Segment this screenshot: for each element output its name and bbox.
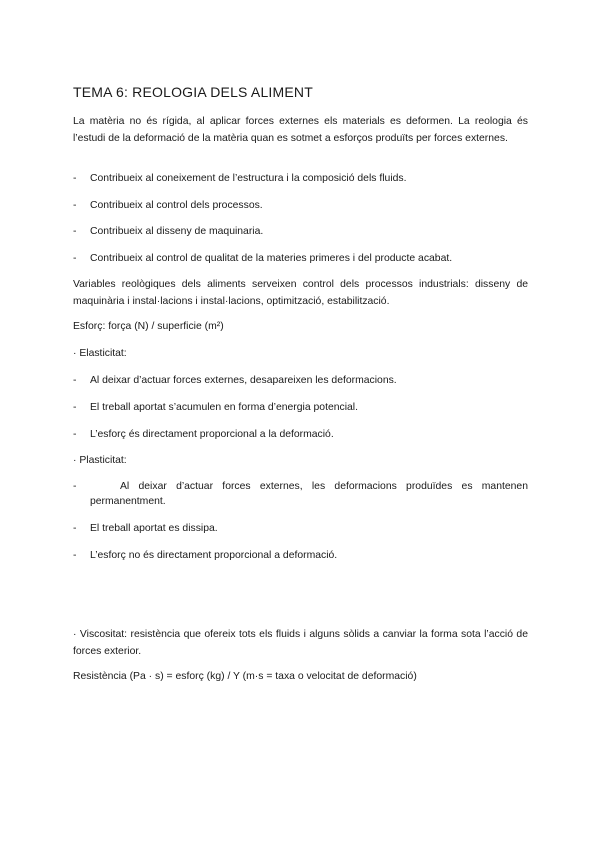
- contribution-text: Contribueix al control de qualitat de la materies primeres i del producte acabat.: [90, 253, 453, 264]
- plasticity-item: [73, 521, 528, 536]
- plasticity-text: El treball aportat es dissipa.: [90, 523, 218, 534]
- bullet-dash: -: [73, 481, 77, 492]
- elasticity-text: L’esforç és directament proporcional a la deformació.: [90, 429, 334, 440]
- plasticity-item: [73, 479, 528, 509]
- bullet-dash: -: [73, 429, 77, 440]
- elasticity-text: Al deixar d’actuar forces externes, desapareixen les deformacions.: [90, 375, 397, 386]
- bullet-dash: -: [73, 402, 77, 413]
- contribution-text: Contribueix al control dels processos.: [90, 200, 263, 211]
- page-title: TEMA 6: REOLOGIA DELS ALIMENT: [73, 84, 313, 100]
- plasticity-text: Al deixar d’actuar forces externes, les deformacions produïdes es mantenen permanentment.: [90, 481, 528, 507]
- contribution-text: Contribueix al coneixement de l’estructura i la composició dels fluids.: [90, 173, 407, 184]
- contribution-item: [73, 224, 528, 239]
- elasticity-text: El treball aportat s’acumulen en forma d’energia potencial.: [90, 402, 359, 413]
- elasticity-item: [73, 400, 528, 415]
- bullet-dash: -: [73, 253, 77, 264]
- variables-paragraph: Variables reològiques dels aliments serveixen control dels processos industrials: disseny de maquinària i instal·lacions i instal·lacions, optimització, estabilització.: [73, 279, 528, 307]
- plasticity-heading: · Plasticitat:: [73, 455, 127, 466]
- viscosity-paragraph: · Viscositat: resistència que ofereix tots els fluids i alguns sòlids a canviar la forma sota l’acció de forces exterior.: [73, 629, 528, 657]
- bullet-dash: -: [73, 523, 77, 534]
- elasticity-item: [73, 427, 528, 442]
- bullet-dash: -: [73, 200, 77, 211]
- elasticity-item: [73, 373, 528, 388]
- plasticity-item: [73, 548, 528, 563]
- bullet-dash: -: [73, 173, 77, 184]
- elasticity-heading: · Elasticitat:: [73, 348, 127, 359]
- plasticity-text: L’esforç no és directament proporcional a deformació.: [90, 550, 338, 561]
- contribution-item: [73, 198, 528, 213]
- bullet-dash: -: [73, 226, 77, 237]
- bullet-dash: -: [73, 375, 77, 386]
- contribution-item: [73, 171, 528, 186]
- intro-paragraph: La matèria no és rígida, al aplicar forces externes els materials es deformen. La reologia és l’estudi de la deformació de la matèria quan es sotmet a esforços produïts per forces externes.: [73, 116, 528, 144]
- resistance-formula: Resistència (Pa · s) = esforç (kg) / Y (m·s = taxa o velocitat de deformació): [73, 671, 417, 682]
- contribution-text: Contribueix al disseny de maquinaria.: [90, 226, 264, 237]
- bullet-dash: -: [73, 550, 77, 561]
- stress-formula: Esforç: força (N) / superficie (m²): [73, 321, 224, 332]
- contribution-item: [73, 251, 528, 266]
